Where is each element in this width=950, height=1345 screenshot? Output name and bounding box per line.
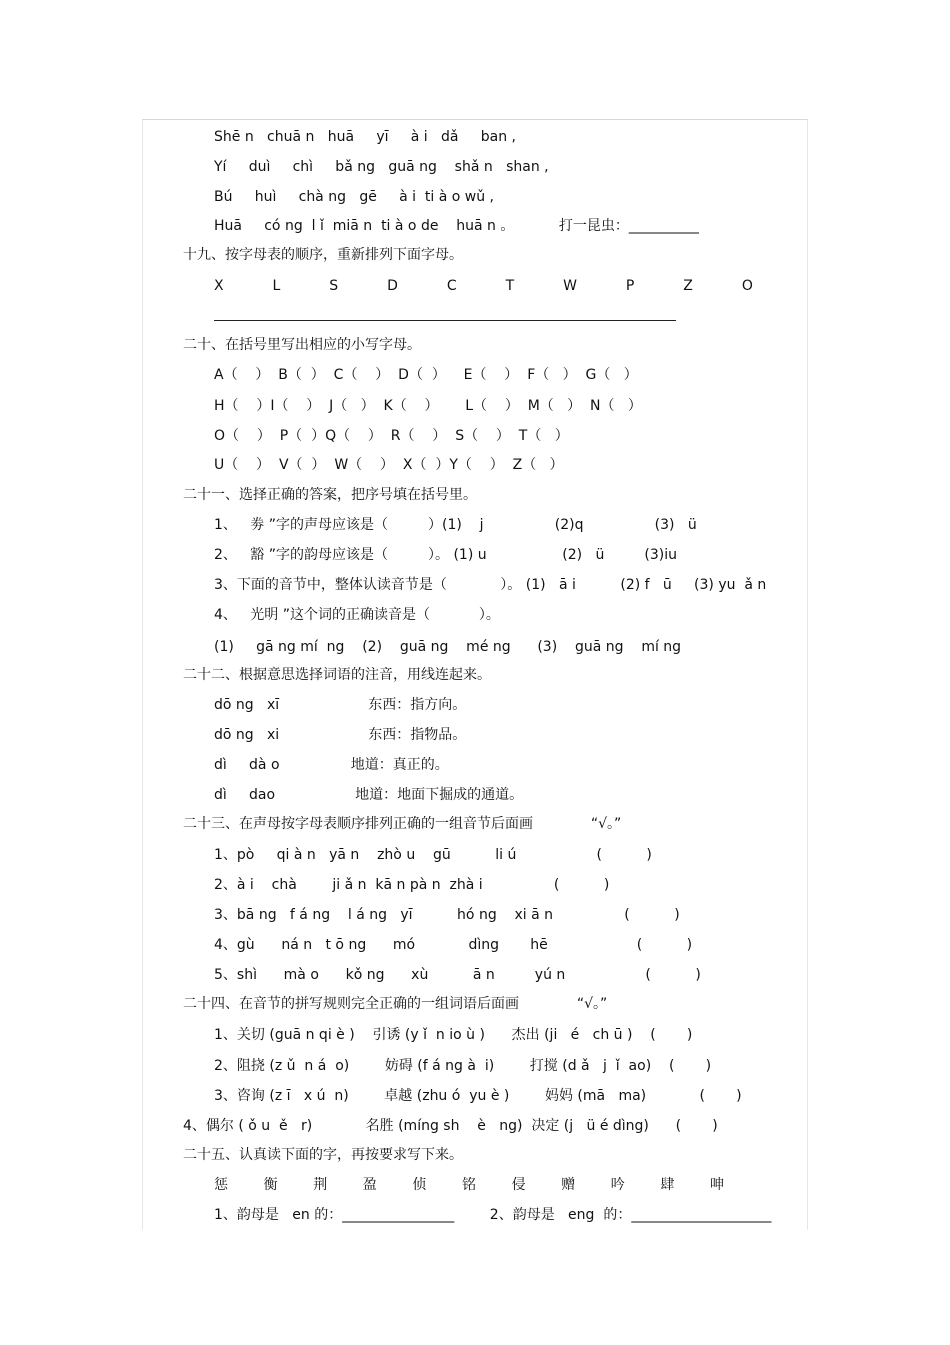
question-21-1: 1、 劵 ”字的声母应该是（ ）(1) j (2)q (3) ü	[214, 517, 697, 533]
question-24-2: 2、阻挠 (z ǔ n á o) 妨碍 (f á ng à i) 打搅 (d ǎ j ǐ ao) ( )	[214, 1058, 712, 1074]
answer-line	[214, 320, 676, 321]
question-24-3: 3、咨询 (z ī x ú n) 卓越 (zhu ó yu è ) 妈妈 (mā ma) ( )	[214, 1088, 742, 1104]
question-24-1: 1、关切 (guā n qi è ) 引诱 (y ǐ n io ù ) 杰出 (ji é ch ū ) ( )	[214, 1027, 693, 1043]
question-23-4: 4、gù ná n t ō ng mó dìng hē ( )	[214, 937, 693, 953]
section-20-heading: 二十、在括号里写出相应的小写字母。	[183, 337, 421, 353]
question-25-1-2: 1、韵母是 en 的：________________ 2、韵母是 eng 的：____________________	[214, 1207, 772, 1223]
question-23-5: 5、shì mà o kǒ ng xù ā n yú n ( )	[214, 967, 701, 983]
letters-row-h-n: H（ ）I（ ） J（ ） K（ ） L（ ） M（ ） N（ ）	[214, 398, 642, 414]
poem-line-1: Shē n chuā n huā yī à i dǎ ban ,	[214, 129, 516, 145]
question-21-4-options: (1) gā ng mí ng (2) guā ng mé ng (3) guā ng mí ng	[214, 639, 682, 655]
match-row-3: dì dà o 地道：真正的。	[214, 757, 449, 773]
character-row: 惩 衡 荆 盈 侦 铭 侵 赠 吟 肆 呻	[214, 1177, 725, 1193]
question-24-4: 4、偶尔 ( ǒ u ě r) 名胜 (míng sh è ng) 决定 (j ü é dìng) ( )	[183, 1118, 718, 1134]
section-19-heading: 十九、按字母表的顺序，重新排列下面字母。	[183, 247, 463, 263]
letters-row-o-t: O（ ） P（ ）Q（ ） R（ ） S（ ） T（ ）	[214, 428, 569, 444]
match-row-2: dō ng xi 东西：指物品。	[214, 727, 467, 743]
section-21-heading: 二十一、选择正确的答案，把序号填在括号里。	[183, 487, 477, 503]
match-row-1: dō ng xī 东西：指方向。	[214, 697, 467, 713]
section-24-heading: 二十四、在音节的拼写规则完全正确的一组词语后面画 “√。”	[183, 996, 608, 1012]
question-21-4: 4、 光明 ”这个词的正确读音是（ ）。	[214, 607, 500, 623]
section-25-heading: 二十五、认真读下面的字，再按要求写下来。	[183, 1147, 463, 1163]
question-23-2: 2、à i chà ji ǎ n kā n pà n zhà i ( )	[214, 877, 610, 893]
poem-line-2: Yí duì chì bǎ ng guā ng shǎ n shan ,	[214, 159, 549, 175]
section-23-heading: 二十三、在声母按字母表顺序排列正确的一组音节后面画 “√。”	[183, 816, 622, 832]
question-21-3: 3、下面的音节中，整体认读音节是（ ）。 (1) ā i (2) f ū (3) yu ǎ n	[214, 577, 767, 593]
question-23-1: 1、pò qi à n yā n zhò u gū li ú ( )	[214, 847, 652, 863]
question-23-3: 3、bā ng f á ng l á ng yī hó ng xi ā n ( )	[214, 907, 680, 923]
letters-row-u-z: U（ ） V（ ） W（ ） X（ ）Y（ ） Z（ ）	[214, 457, 564, 473]
poem-line-4: Huā có ng l ǐ miā n ti à o de huā n 。 打一昆虫：__________	[214, 218, 699, 234]
section-22-heading: 二十二、根据意思选择词语的注音，用线连起来。	[183, 667, 491, 683]
poem-line-3: Bú huì chà ng gē à i ti à o wǔ ,	[214, 189, 494, 205]
question-21-2: 2、 豁 ”字的韵母应该是（ ）。 (1) u (2) ü (3)iu	[214, 547, 677, 563]
letters-row-a-g: A（ ） B（ ） C（ ） D（ ） E（ ） F（ ） G（ ）	[214, 367, 638, 383]
letters-row: X L S D C T W P Z O	[214, 278, 753, 294]
match-row-4: dì dao 地道：地面下掘成的通道。	[214, 787, 524, 803]
